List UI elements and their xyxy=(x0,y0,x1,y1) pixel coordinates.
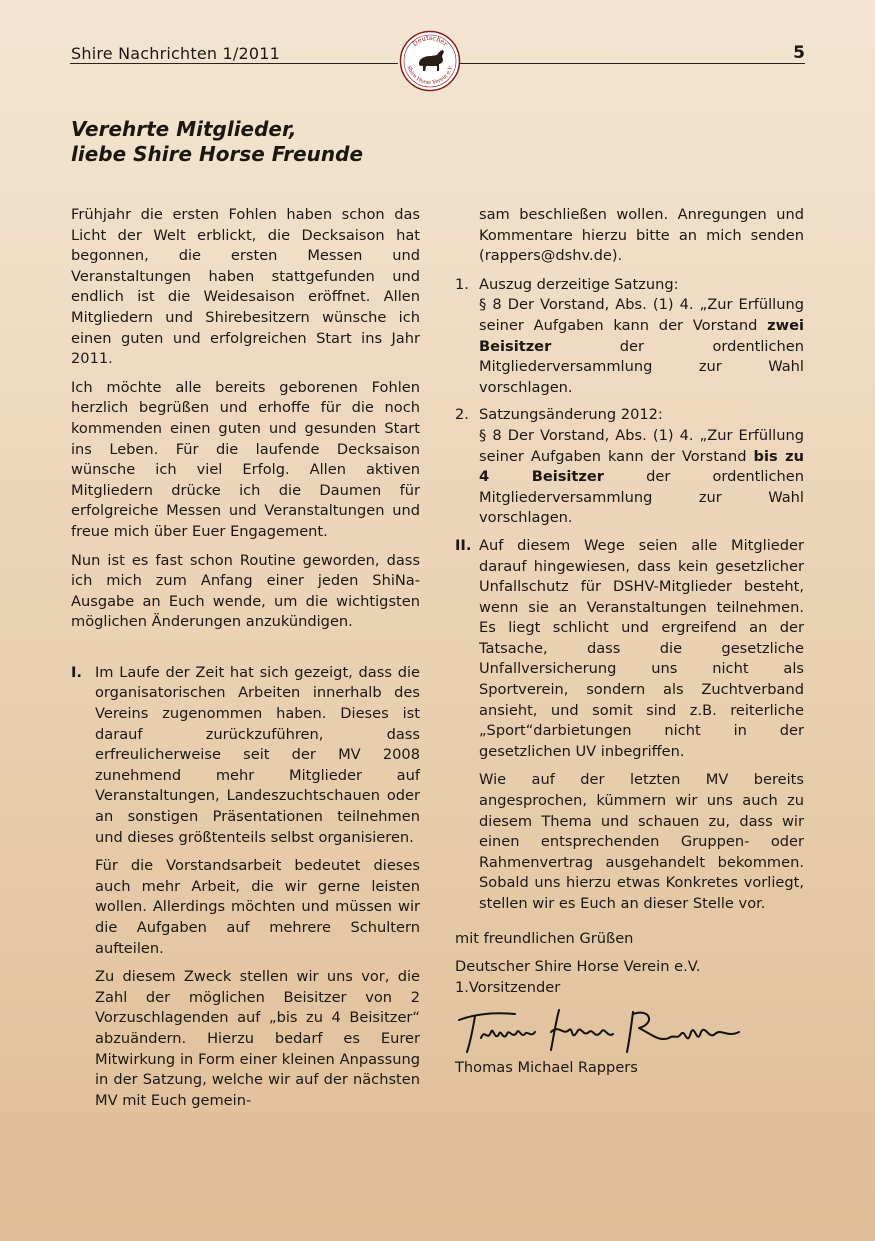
list-item-1-text-before: § 8 Der Vorstand, Abs. (1) 4. „Zur Erfüllung seiner Aufgaben kann der Vorstand xyxy=(479,296,804,334)
list-item-2-heading: Satzungsänderung 2012: xyxy=(479,406,663,424)
list-item-2-text-after: der ordentlichen Mitgliederversammlung zur Wahl vorschlagen. xyxy=(479,468,804,527)
page-title xyxy=(71,117,363,167)
closing-organization: Deutscher Shire Horse Verein e.V. xyxy=(455,958,701,976)
section-2 xyxy=(455,536,804,915)
list-item-1 xyxy=(455,275,804,399)
continuation-paragraph: sam beschließen wollen. Anregungen und Kommentare hierzu bitte an mich senden (rappers@dshv.de). xyxy=(479,206,804,265)
section-1-paragraph-3: Zu diesem Zweck stellen wir uns vor, die Zahl der möglichen Beisitzer von 2 Vorzuschlagenden auf „bis zu 4 Beisitzer“ abzuändern. Hierzu bedarf es Eurer Mitwirkung in Form einer kleinen Anpassung in der Satzung, welche wir auf der nächsten MV mit Euch gemein- xyxy=(95,968,420,1109)
header-rule-right xyxy=(460,63,805,64)
right-column xyxy=(455,205,804,1079)
section-2-paragraph-2: Wie auf der letzten MV bereits angesprochen, kümmern wir uns auch zu diesem Thema und schauen zu, dass wir einen entsprechenden Gruppen- oder Rahmenvertrag ausgehandelt bekommen. Sobald uns hierzu etwas Konkretes vorliegt, stellen wir es Euch an dieser Stelle vor. xyxy=(479,771,804,912)
closing-role: 1.Vorsitzender xyxy=(455,978,561,996)
section-1-paragraph-1: Im Laufe der Zeit hat sich gezeigt, dass die organisatorischen Arbeiten innerhalb des Vereins zugenommen haben. Dieses ist darauf zurückzuführen, dass erfreulicherweise seit der MV 2008 zunehmend mehr Mitglieder auf Veranstaltungen, Landeszuchtschauen oder an sonstigen Präsentationen teilnehmen und dieses größtenteils selbst organisieren. xyxy=(95,663,420,846)
closing-greeting: mit freundlichen Grüßen xyxy=(455,929,634,947)
list-item-1-bold: zwei Beisitzer xyxy=(479,316,804,355)
title-line-2: liebe Shire Horse Freunde xyxy=(71,142,364,166)
section-2-paragraph-1: Auf diesem Wege seien alle Mitglieder darauf hingewiesen, dass kein gesetzlicher Unfallschutz für DSHV-Mitglieder besteht, wenn sie an Veranstaltungen teilnehmen. Es liegt schlicht und ergreifend an der Tatsache, dass die gesetzliche Unfallversicherung uns nicht als Sportverein, sondern als Zuchtverband ansieht, und somit sind z.B. reiterliche „Sport“darbietungen nicht in der gesetzlichen UV inbegriffen. xyxy=(479,536,804,760)
list-item-2-number: 2. xyxy=(455,406,469,424)
title-line-1: Verehrte Mitglieder, xyxy=(71,117,297,141)
list-item-1-heading: Auszug derzeitige Satzung: xyxy=(479,275,679,293)
section-2-numeral: II. xyxy=(455,536,472,554)
closing-block xyxy=(455,929,804,1079)
list-item-1-text-after: der ordentlichen Mitgliederversammlung zur Wahl vorschlagen. xyxy=(479,337,804,396)
left-column xyxy=(71,205,420,1119)
logo-text-bottom: Shire Horse Verein e.V. xyxy=(405,65,455,87)
section-1-numeral: I. xyxy=(71,663,82,681)
club-logo xyxy=(399,30,461,92)
section-1 xyxy=(71,663,420,1111)
logo-text-top: Deutscher xyxy=(410,33,450,49)
issue-label: Shire Nachrichten 1/2011 xyxy=(71,44,281,63)
closing-name: Thomas Michael Rappers xyxy=(455,1059,638,1077)
list-item-2-text xyxy=(479,426,804,529)
intro-paragraph-2: Ich möchte alle bereits geborenen Fohlen herzlich begrüßen und erhoffe für die noch kommenden einen guten und gesunden Start ins Leben. Für die laufende Decksaison wünsche ich viel Erfolg. Allen aktiven Mitgliedern drücke ich die Daumen für erfolgreiche Messen und Veranstaltungen und freue mich über Euer Engagement. xyxy=(71,378,420,540)
list-item-2 xyxy=(455,405,804,529)
spacer xyxy=(71,641,420,663)
list-item-1-number: 1. xyxy=(455,275,469,293)
list-item-1-text xyxy=(479,295,804,398)
header-rule-left xyxy=(70,63,398,64)
intro-paragraph-3: Nun ist es fast schon Routine geworden, dass ich mich zum Anfang einer jeden ShiNa-Ausgabe an Euch wende, um die wichtigsten möglichen Änderungen anzukündigen. xyxy=(71,551,420,631)
list-item-2-bold: bis zu 4 Beisitzer xyxy=(479,447,804,486)
continuation-wrapper xyxy=(455,205,804,267)
list-item-2-text-before: § 8 Der Vorstand, Abs. (1) 4. „Zur Erfüllung seiner Aufgaben kann der Vorstand xyxy=(479,426,804,465)
intro-paragraph-1: Frühjahr die ersten Fohlen haben schon das Licht der Welt erblickt, die Decksaison hat begonnen, die ersten Messen und Veranstaltungen haben stattgefunden und endlich ist die Weidesaison eröffnet. Allen Mitgliedern und Shirebesitzern wünsche ich einen guten und erfolgreichen Start ins Jahr 2011. xyxy=(71,206,420,368)
section-1-paragraph-2: Für die Vorstandsarbeit bedeutet dieses auch mehr Arbeit, die wir gerne leisten wollen. Allerdings möchten und müssen wir die Aufgaben auf mehrere Schultern aufteilen. xyxy=(95,857,420,957)
page-number: 5 xyxy=(793,43,805,63)
handwritten-signature xyxy=(455,1002,745,1058)
